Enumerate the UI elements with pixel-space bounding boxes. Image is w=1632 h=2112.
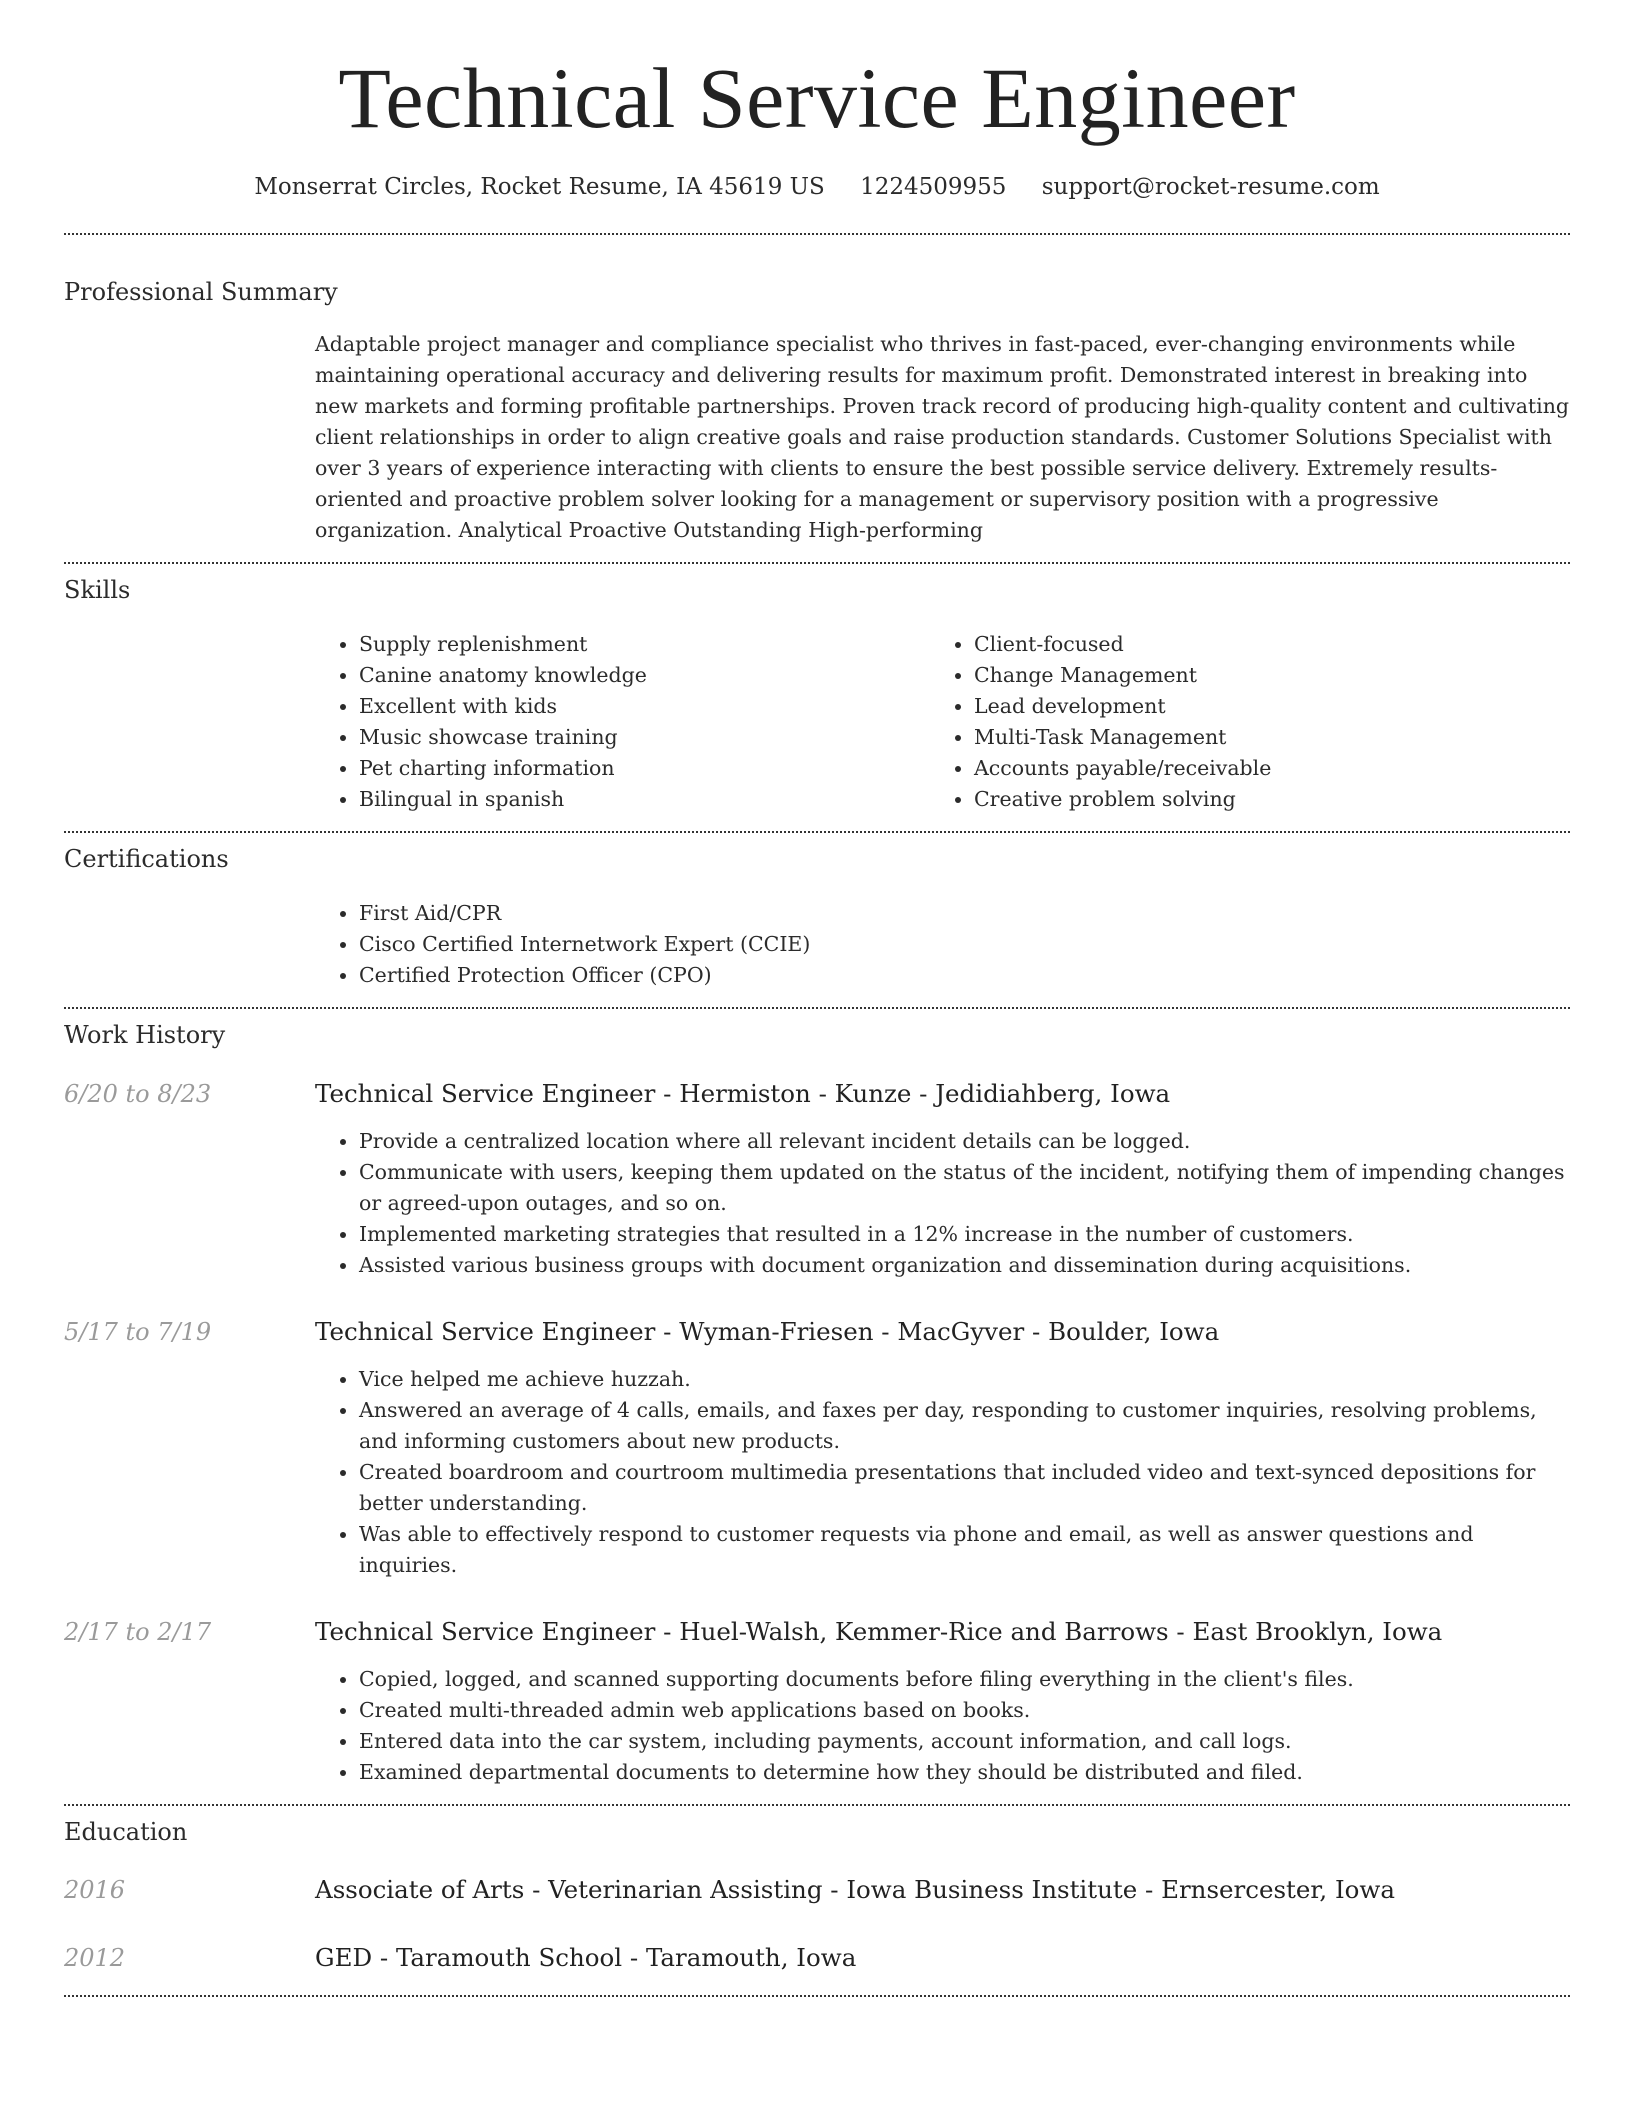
skills-section <box>315 629 1570 815</box>
skill-item: • Change Management <box>974 660 1545 691</box>
summary-section <box>315 329 1570 546</box>
skill-item: • Canine anatomy knowledge <box>359 660 930 691</box>
job-bullet: • Was able to effectively respond to customer requests via phone and email, as well as answer questions and inquiries. <box>359 1519 1570 1581</box>
skill-item: • Supply replenishment <box>359 629 930 660</box>
job-bullet: • Entered data into the car system, including payments, account information, and call logs. <box>359 1726 1570 1757</box>
divider <box>64 1804 1570 1806</box>
job-heading: Technical Service Engineer - Hermiston - Kunze - Jedidiahberg, Iowa <box>315 1079 1171 1108</box>
job-bullet: • Created multi-threaded admin web applications based on books. <box>359 1695 1570 1726</box>
skill-item: • Music showcase training <box>359 722 930 753</box>
skills-title: Skills <box>64 576 131 604</box>
job-bullet: • Assisted various business groups with document organization and dissemination during acquisitions. <box>359 1250 1570 1281</box>
education-heading: GED - Taramouth School - Taramouth, Iowa <box>315 1943 857 1972</box>
education-entry <box>64 1874 1570 1906</box>
job-entry <box>64 1078 1570 1281</box>
job-bullet: • Implemented marketing strategies that resulted in a 12% increase in the number of customers. <box>359 1219 1570 1250</box>
education-year: 2016 <box>64 1876 126 1904</box>
certifications-section <box>315 898 1570 991</box>
contact-phone: 1224509955 <box>860 174 1007 200</box>
contact-email: support@rocket-resume.com <box>1041 174 1380 200</box>
certification-item: • Certified Protection Officer (CPO) <box>359 960 1570 991</box>
skill-item: • Pet charting information <box>359 753 930 784</box>
education-heading: Associate of Arts - Veterinarian Assisting - Iowa Business Institute - Ernsercester, Iowa <box>315 1875 1395 1904</box>
certifications-title: Certifications <box>64 845 229 873</box>
education-year: 2012 <box>64 1944 126 1972</box>
summary-text: Adaptable project manager and compliance specialist who thrives in fast-paced, ever-changing environments while maintaining operational accuracy and delivering results for maximum profit. Demonstrated interest in breaking into new markets and forming profitable partnerships. Proven track record of producing high-quality content and cultivating client relationships in order to align creative goals and raise production standards. Customer Solutions Specialist with over 3 years of experience interacting with clients to ensure the best possible service delivery. Extremely results-oriented and proactive problem solver looking for a management or supervisory position with a progressive organization. Analytical Proactive Outstanding High-performing <box>315 332 1570 542</box>
job-dates: 6/20 to 8/23 <box>64 1080 212 1108</box>
skill-item: • Creative problem solving <box>974 784 1545 815</box>
job-dates: 5/17 to 7/19 <box>64 1318 212 1346</box>
skill-item: • Client-focused <box>974 629 1545 660</box>
resume-page <box>64 0 1570 1997</box>
certification-item: • Cisco Certified Internetwork Expert (CCIE) <box>359 929 1570 960</box>
job-bullet: • Copied, logged, and scanned supporting documents before filing everything in the client's files. <box>359 1664 1570 1695</box>
job-entry <box>64 1616 1570 1788</box>
education-title: Education <box>64 1818 188 1846</box>
contact-info <box>64 172 1570 202</box>
skill-item: • Accounts payable/receivable <box>974 753 1545 784</box>
job-bullet: • Provide a centralized location where all relevant incident details can be logged. <box>359 1126 1570 1157</box>
skill-item: • Multi-Task Management <box>974 722 1545 753</box>
job-bullet: • Vice helped me achieve huzzah. <box>359 1364 1570 1395</box>
contact-address: Monserrat Circles, Rocket Resume, IA 45619 US <box>254 174 825 200</box>
summary-title: Professional Summary <box>64 278 338 306</box>
skills-column-left <box>315 629 930 815</box>
job-heading: Technical Service Engineer - Wyman-Friesen - MacGyver - Boulder, Iowa <box>315 1317 1220 1346</box>
job-bullet: • Answered an average of 4 calls, emails, and faxes per day, responding to customer inquiries, resolving problems, and informing customers about new products. <box>359 1395 1570 1457</box>
work-history-title: Work History <box>64 1021 226 1049</box>
divider <box>64 233 1570 235</box>
certification-item: • First Aid/CPR <box>359 898 1570 929</box>
job-bullet: • Created boardroom and courtroom multimedia presentations that included video and text-synced depositions for better understanding. <box>359 1457 1570 1519</box>
skill-item: • Lead development <box>974 691 1545 722</box>
skill-item: • Excellent with kids <box>359 691 930 722</box>
skill-item: • Bilingual in spanish <box>359 784 930 815</box>
skills-column-right <box>930 629 1545 815</box>
divider <box>64 562 1570 564</box>
job-dates: 2/17 to 2/17 <box>64 1618 212 1646</box>
job-heading: Technical Service Engineer - Huel-Walsh, Kemmer-Rice and Barrows - East Brooklyn, Iowa <box>315 1617 1443 1646</box>
divider <box>64 1007 1570 1009</box>
job-bullet: • Examined departmental documents to determine how they should be distributed and filed. <box>359 1757 1570 1788</box>
job-entry <box>64 1316 1570 1581</box>
divider <box>64 1995 1570 1997</box>
job-bullet: • Communicate with users, keeping them updated on the status of the incident, notifying them of impending changes or agreed-upon outages, and so on. <box>359 1157 1570 1219</box>
education-entry <box>64 1942 1570 1974</box>
divider <box>64 831 1570 833</box>
resume-name: Technical Service Engineer <box>338 50 1296 146</box>
